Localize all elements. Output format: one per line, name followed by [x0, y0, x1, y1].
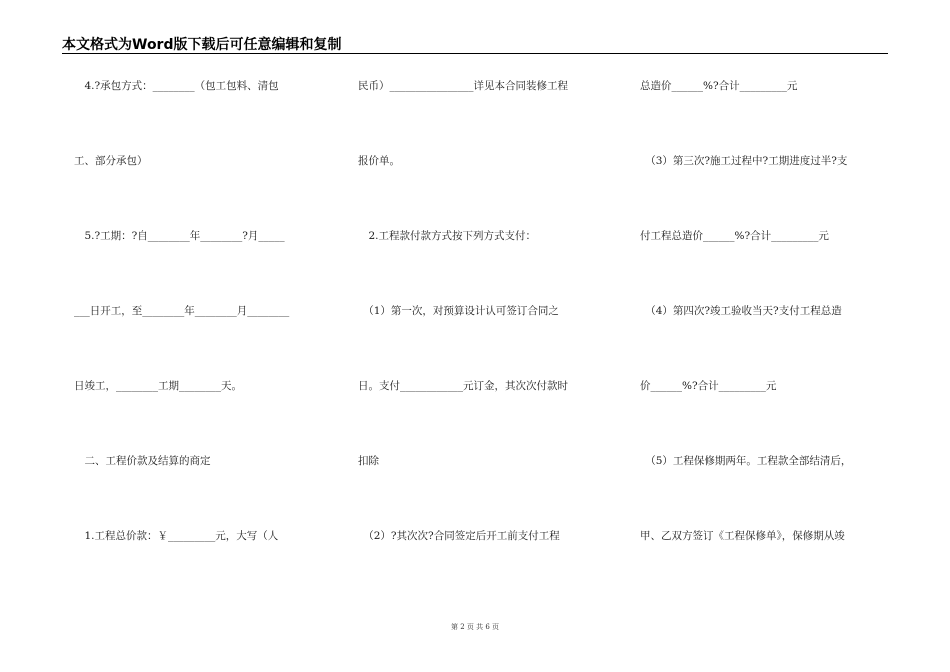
text-line: ___日开工，至________年________月________	[74, 305, 290, 317]
header-divider	[62, 53, 888, 54]
text-line: 付工程总造价______%?合计_________元	[640, 230, 829, 242]
text-line: 1.工程总价款：￥_________元，大写（人	[74, 530, 279, 542]
text-line: 二、工程价款及结算的商定	[74, 455, 211, 467]
text-line: （1）第一次，对预算设计认可签订合同之	[358, 305, 559, 317]
text-line: 扣除	[358, 455, 379, 467]
page-number: 第 2 页 共 6 页	[450, 623, 500, 631]
text-line: （2）?其次次?合同签定后开工前支付工程	[358, 530, 560, 542]
text-line: 4.?承包方式：________（包工包料、清包	[74, 80, 279, 92]
text-line: 日竣工，________工期________天。	[74, 380, 242, 392]
text-line: 工、部分承包）	[74, 155, 148, 167]
text-line: 日。支付____________元订金，其次次付款时	[358, 380, 568, 392]
text-line: 5.?工期：?自________年________?月_____	[74, 230, 285, 242]
text-line: 甲、乙双方签订《工程保修单》，保修期从竣	[640, 530, 845, 542]
text-line: （3）第三次?施工过程中?工期进度过半?支	[640, 155, 848, 167]
text-line: 价______%?合计_________元	[640, 380, 777, 392]
text-line: （4）第四次?竣工验收当天?支付工程总造	[640, 305, 842, 317]
text-line: 2.工程款付款方式按下列方式支付：	[358, 230, 537, 242]
text-line: （5）工程保修期两年。工程款全部结清后，	[640, 455, 852, 467]
text-line: 民币）________________详见本合同装修工程	[358, 80, 568, 92]
document-header-title: 本文格式为Word版下载后可任意编辑和复制	[62, 37, 342, 53]
text-line: 报价单。	[358, 155, 400, 167]
text-line: 总造价______%?合计_________元	[640, 80, 798, 92]
